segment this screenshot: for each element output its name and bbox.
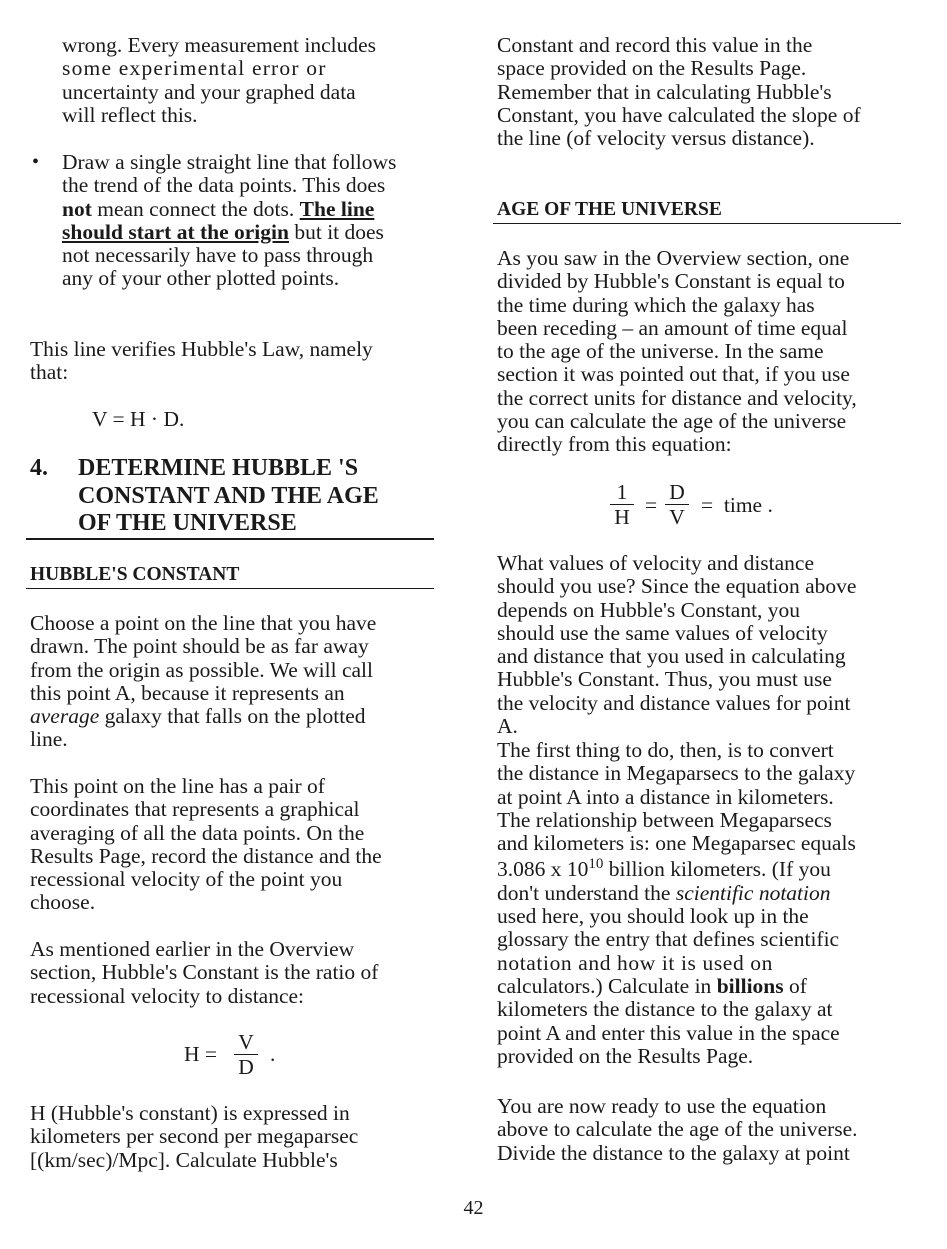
age-fraction-1-over-h [610, 481, 634, 528]
ratio-line: recessional velocity to distance: [30, 983, 305, 1008]
convert-line: provided on the Results Page. [497, 1043, 754, 1068]
coords-line: choose. [30, 890, 96, 915]
choose-paragraph [30, 612, 434, 752]
hubble-constant-lhs: H = [184, 1042, 218, 1066]
intro-line: uncertainty and your graphed data [62, 79, 356, 104]
units-paragraph [30, 1102, 434, 1172]
section-title-line: CONSTANT AND THE AGE [78, 482, 379, 509]
subheading-divider [493, 223, 901, 224]
convert-line: kilometers the distance to the galaxy at [497, 997, 833, 1022]
top-line: Constant, you have calculated the slope of [497, 102, 861, 127]
underline-text: should start at the origin [62, 219, 289, 244]
section-title-line: DETERMINE HUBBLE 'S [78, 455, 359, 481]
overview-line: As you saw in the Overview section, one [497, 246, 850, 270]
age-equals-sign: = [645, 493, 658, 517]
overview-line: directly from this equation: [497, 432, 732, 457]
top-line: space provided on the Results Page. [497, 56, 807, 81]
ready-line: You are now ready to use the equation [497, 1094, 827, 1118]
convert-text: billion kilometers. (If you [603, 857, 831, 882]
convert-paragraph [497, 739, 901, 1068]
bullet-line [62, 198, 434, 221]
ratio-paragraph [30, 938, 434, 1008]
bullet-icon: • [32, 151, 40, 173]
intro-line: some experimental error or [62, 56, 327, 81]
hubble-constant-fraction [234, 1031, 258, 1078]
values-line: A. [497, 714, 518, 739]
convert-line: point A and enter this value in the space [497, 1020, 840, 1045]
convert-line: The relationship between Megaparsecs [497, 807, 832, 832]
values-line: and distance that you used in calculating [497, 644, 846, 669]
italic-scientific-notation: scientific notation [675, 880, 831, 905]
bold-billions: billions [716, 973, 784, 998]
fraction-numerator: D [669, 480, 685, 504]
convert-line: the distance in Megaparsecs to the galaxy [497, 761, 856, 786]
values-line: Hubble's Constant. Thus, you must use [497, 667, 832, 692]
overview-line: been receding – an amount of time equal [497, 315, 848, 340]
overview-line: section it was pointed out that, if you use [497, 362, 850, 387]
convert-line: glossary the entry that defines scientific [497, 927, 840, 952]
subheading-hubbles-constant: HUBBLE'S CONSTANT [30, 564, 240, 585]
top-line: the line (of velocity versus distance). [497, 126, 815, 151]
overview-paragraph [497, 247, 901, 457]
choose-line: Choose a point on the line that you have [30, 611, 377, 635]
convert-line: The first thing to do, then, is to convert [497, 738, 834, 762]
choose-line [30, 705, 434, 728]
units-line: [(km/sec)/Mpc]. Calculate Hubble's [30, 1147, 338, 1172]
coords-line: recessional velocity of the point you [30, 867, 343, 892]
ratio-line: section, Hubble's Constant is the ratio of [30, 960, 379, 985]
verify-line: that: [30, 360, 69, 385]
bullet-item [30, 151, 434, 291]
equation-period: . [270, 1042, 276, 1066]
convert-line [497, 882, 901, 905]
top-line: Remember that in calculating Hubble's [497, 79, 832, 104]
overview-line: you can calculate the age of the universe [497, 409, 847, 434]
values-line: should you use? Since the equation above [497, 574, 857, 599]
ready-paragraph [497, 1095, 901, 1165]
overview-line: divided by Hubble's Constant is equal to [497, 269, 845, 294]
fraction-denominator: V [669, 505, 685, 529]
choose-text: galaxy that falls on the plotted [99, 704, 366, 729]
values-paragraph [497, 552, 901, 738]
coords-line: averaging of all the data points. On the [30, 820, 365, 845]
bullet-line: any of your other plotted points. [62, 266, 340, 291]
age-fraction-d-over-v [665, 481, 689, 528]
bullet-line: Draw a single straight line that follows [62, 150, 397, 174]
ratio-line: As mentioned earlier in the Overview [30, 937, 355, 961]
convert-line: at point A into a distance in kilometers. [497, 784, 834, 809]
overview-line: the time during which the galaxy has [497, 292, 815, 317]
bullet-line: the trend of the data points. This does [62, 173, 386, 198]
coords-line: Results Page, record the distance and the [30, 843, 382, 868]
units-line: H (Hubble's constant) is expressed in [30, 1101, 350, 1125]
age-equation-time: = time . [701, 493, 773, 517]
section-title [78, 455, 434, 538]
bullet-line: not necessarily have to pass through [62, 243, 374, 268]
top-line: Constant and record this value in the [497, 33, 813, 57]
convert-line: and kilometers is: one Megaparsec equals [497, 831, 856, 856]
fraction-denominator: D [238, 1055, 254, 1079]
convert-text: don't understand the [497, 880, 676, 905]
intro-line: will reflect this. [62, 102, 198, 127]
convert-line: notation and how it is used on [497, 950, 773, 975]
constant-record-paragraph [497, 34, 901, 150]
intro-line: wrong. Every measurement includes [62, 33, 377, 57]
section-divider [26, 538, 434, 540]
coords-line: This point on the line has a pair of [30, 774, 325, 798]
choose-line: from the origin as possible. We will call [30, 657, 374, 682]
convert-line: used here, you should look up in the [497, 904, 809, 929]
subheading-divider [26, 588, 434, 589]
sci-exponent: 10 [588, 856, 604, 873]
italic-average: average [30, 704, 100, 729]
ready-line: above to calculate the age of the universe. [497, 1117, 858, 1142]
values-line: What values of velocity and distance [497, 551, 815, 575]
page-number: 42 [463, 1197, 484, 1219]
ready-line: Divide the distance to the galaxy at point [497, 1140, 850, 1165]
bold-not: not [62, 196, 92, 221]
bullet-text: mean connect the dots. [91, 196, 300, 221]
convert-text: of [783, 973, 807, 998]
units-line: kilometers per second per megaparsec [30, 1124, 359, 1149]
bullet-text: but it does [288, 219, 384, 244]
coords-line: coordinates that represents a graphical [30, 797, 360, 822]
convert-text: calculators.) Calculate in [497, 973, 717, 998]
convert-line [497, 858, 901, 881]
section-title-line: OF THE UNIVERSE [78, 510, 297, 536]
convert-line [497, 975, 901, 998]
coordinates-paragraph [30, 775, 434, 915]
choose-line: drawn. The point should be as far away [30, 634, 369, 659]
bullet-line [62, 221, 434, 244]
choose-line: line. [30, 727, 68, 752]
values-line: depends on Hubble's Constant, you [497, 597, 801, 622]
subheading-age-of-universe: AGE OF THE UNIVERSE [497, 199, 722, 220]
fraction-numerator: 1 [616, 480, 628, 504]
verify-paragraph [30, 338, 434, 385]
choose-line: this point A, because it represents an [30, 680, 345, 705]
fraction-numerator: V [238, 1030, 254, 1054]
verify-line: This line verifies Hubble's Law, namely [30, 337, 373, 361]
section-number: 4. [30, 455, 48, 481]
overview-line: to the age of the universe. In the same [497, 339, 824, 364]
sci-base: 3.086 x 10 [497, 857, 589, 882]
underline-text: The line [299, 196, 375, 221]
values-line: should use the same values of velocity [497, 620, 828, 645]
intro-paragraph [62, 34, 434, 127]
values-line: the velocity and distance values for point [497, 690, 851, 715]
fraction-denominator: H [614, 505, 630, 529]
overview-line: the correct units for distance and velocity, [497, 385, 857, 410]
hubble-law-equation: V = H · D. [92, 407, 185, 431]
